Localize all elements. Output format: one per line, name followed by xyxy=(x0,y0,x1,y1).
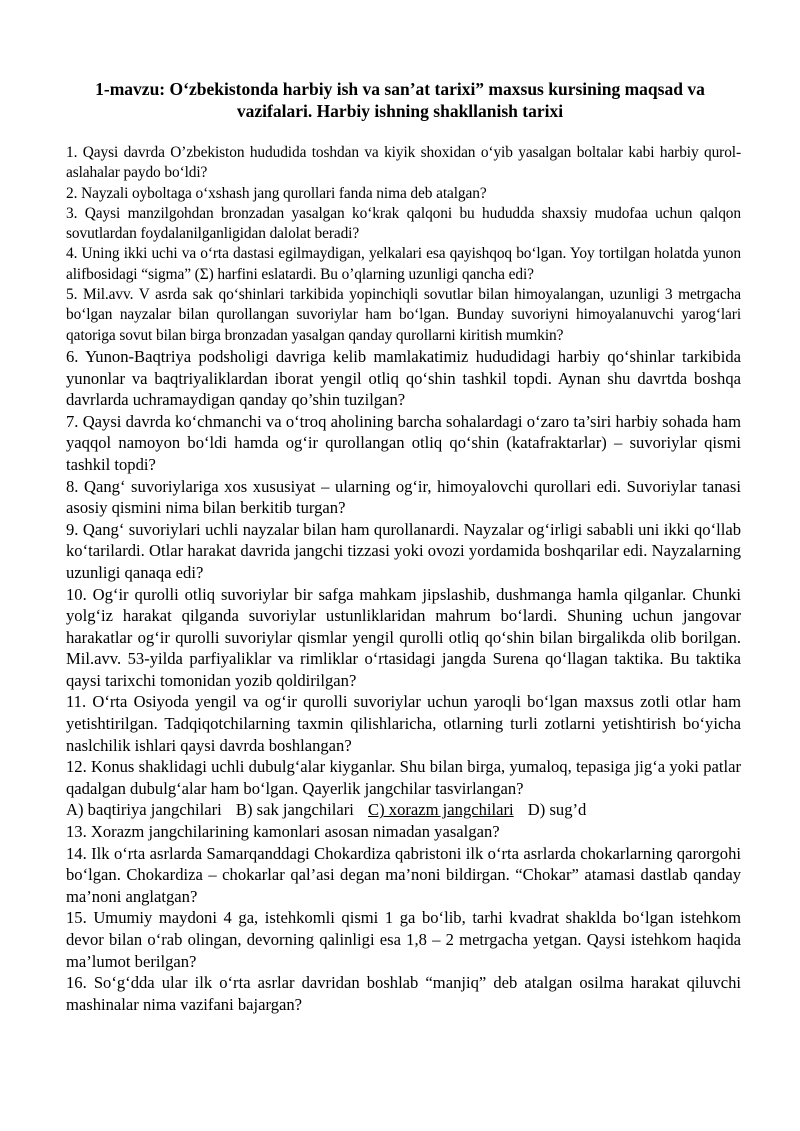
question-12: 12. Konus shaklidagi uchli dubulg‘alar kiyganlar. Shu bilan birga, yumaloq, tepasiga jig‘a yoki patlar qadalgan dubulg‘alar ham bo‘lgan. Qayerlik jangchilar tasvirlangan? xyxy=(66,757,741,798)
question-7: 7. Qaysi davrda ko‘chmanchi va o‘troq aholining barcha sohalardagi o‘zaro ta’siri harbiy sohada ham yaqqol namoyon bo‘ldi hamda og‘ir qurollangan otliq qo‘shin (katafraktarlar) – suvoriylar qismi tashkil topdi? xyxy=(66,411,741,474)
question-12-options xyxy=(66,799,741,821)
question-13: 13. Xorazm jangchilarining kamonlari asosan nimadan yasalgan? xyxy=(66,822,500,842)
page-title: 1-mavzu: O‘zbekistonda harbiy ish va san’at tarixi” maxsus kursining maqsad va vazifalari. Harbiy ishning shakllanish tarixi xyxy=(95,79,705,121)
question-9: 9. Qang‘ suvoriylari uchli nayzalar bilan ham qurollanardi. Nayzalar og‘irligi sababli uni ikki qo‘llab ko‘tarilardi. Otlar harakat davrida jangchi tizzasi yoki ovozi yordamida boshqarilar edi. Nayzalarning uzunligi qanaqa edi? xyxy=(66,519,741,582)
question-6: 6. Yunon-Baqtriya podsholigi davriga kelib mamlakatimiz hududidagi harbiy qo‘shinlar tarkibida yunonlar va baqtriyaliklardan iborat yengil otliq qo‘shin tashkil topdi. Aynan shu davrtda boshqa davrlarda uchramaydigan qanday qo’shin tuzilgan? xyxy=(66,346,741,410)
question-list xyxy=(66,143,741,1015)
question-3: 3. Qaysi manzilgohdan bronzadan yasalgan ko‘krak qalqoni bu hududda shaxsiy mudofaa uchun qalqon sovutlardan foydalanilganligidan dalolat beradi? xyxy=(66,204,741,243)
question-5: 5. Mil.avv. V asrda sak qo‘shinlari tarkibida yopinchiqli sovutlar bilan himoyalangan, uzunligi 3 metrgacha bo‘lgan nayzalar bilan qurollangan suvoriylar ham bo‘lgan. Bunday suvoriyni himoyalanuvchi yarog‘lari qatoriga sovut bilan birga bronzadan yasalgan qanday qurollarni kiritish mumkin? xyxy=(66,286,741,344)
option-b: B) sak jangchilari xyxy=(235,800,354,820)
question-8: 8. Qang‘ suvoriylariga xos xususiyat – ularning og‘ir, himoyalovchi qurollari edi. Suvoriylar tanasi asosiy qismini nima bilan berkitib turgan? xyxy=(66,476,741,518)
option-a: A) baqtiriya jangchilari xyxy=(66,800,222,820)
question-1: 1. Qaysi davrda O’zbekiston hududida toshdan va kiyik shoxidan o‘yib yasalgan boltalar kabi harbiy qurol-aslahalar paydo bo‘ldi? xyxy=(66,144,741,182)
option-d: D) sug’d xyxy=(527,800,587,820)
question-16: 16. So‘g‘dda ular ilk o‘rta asrlar davridan boshlab “manjiq” deb atalgan osilma harakat qiluvchi mashinalar nima vazifani bajargan? xyxy=(66,973,741,1014)
question-11: 11. O‘rta Osiyoda yengil va og‘ir qurolli suvoriylar uchun yaroqli bo‘lgan maxsus zotli otlar ham yetishtirilgan. Tadqiqotchilarning taxmin qilishlaricha, otlarning turli zotlarni yetishtirish bo‘yicha naslchilik ishlari qaysi davrda boshlangan? xyxy=(66,692,741,755)
question-15: 15. Umumiy maydoni 4 ga, istehkomli qismi 1 ga bo‘lib, tarhi kvadrat shaklda bo‘lgan istehkom devor bilan o‘rab olingan, devorning qalinligi esa 1,8 – 2 metrgacha yetgan. Qaysi istehkom haqida ma’lumot berilgan? xyxy=(66,908,741,971)
question-2: 2. Nayzali oyboltaga o‘xshash jang qurollari fanda nima deb atalgan? xyxy=(66,184,487,202)
option-c-selected: C) xorazm jangchilari xyxy=(368,800,514,820)
question-14: 14. Ilk o‘rta asrlarda Samarqanddagi Chokardiza qabristoni ilk o‘rta asrlarda chokarlarning qarorgohi bo‘lgan. Chokardiza – chokarlar qal’asi degan ma’noni bildirgan. “Chokar” atamasi dastlab qanday ma’noni anglatgan? xyxy=(66,843,741,906)
question-4: 4. Uning ikki uchi va o‘rta dastasi egilmaydigan, yelkalari esa qayishqoq bo‘lgan. Yoy tortilgan holatda yunon alifbosidagi “sigma” (Σ) harfini eslatardi. Bu o’qlarning uzunligi qancha edi? xyxy=(66,245,741,283)
question-10: 10. Og‘ir qurolli otliq suvoriylar bir safga mahkam jipslashib, dushmanga hamla qilganlar. Chunki yolg‘iz harakat qilganda suvoriylar ustunliklaridan mahrum bo‘lardi. Shuning uchun jangovar harakatlar og‘ir qurolli suvoriylar qismlar yengil qurolli otliq qo‘shin bilan birgalikda olib borilgan. Mil.avv. 53-yilda parfiyaliklar va rimliklar o‘rtasidagi jangda Surena qo‘llagan taktika. Bu taktika qaysi tarixchi tomonidan yozib qoldirilgan? xyxy=(66,584,741,690)
